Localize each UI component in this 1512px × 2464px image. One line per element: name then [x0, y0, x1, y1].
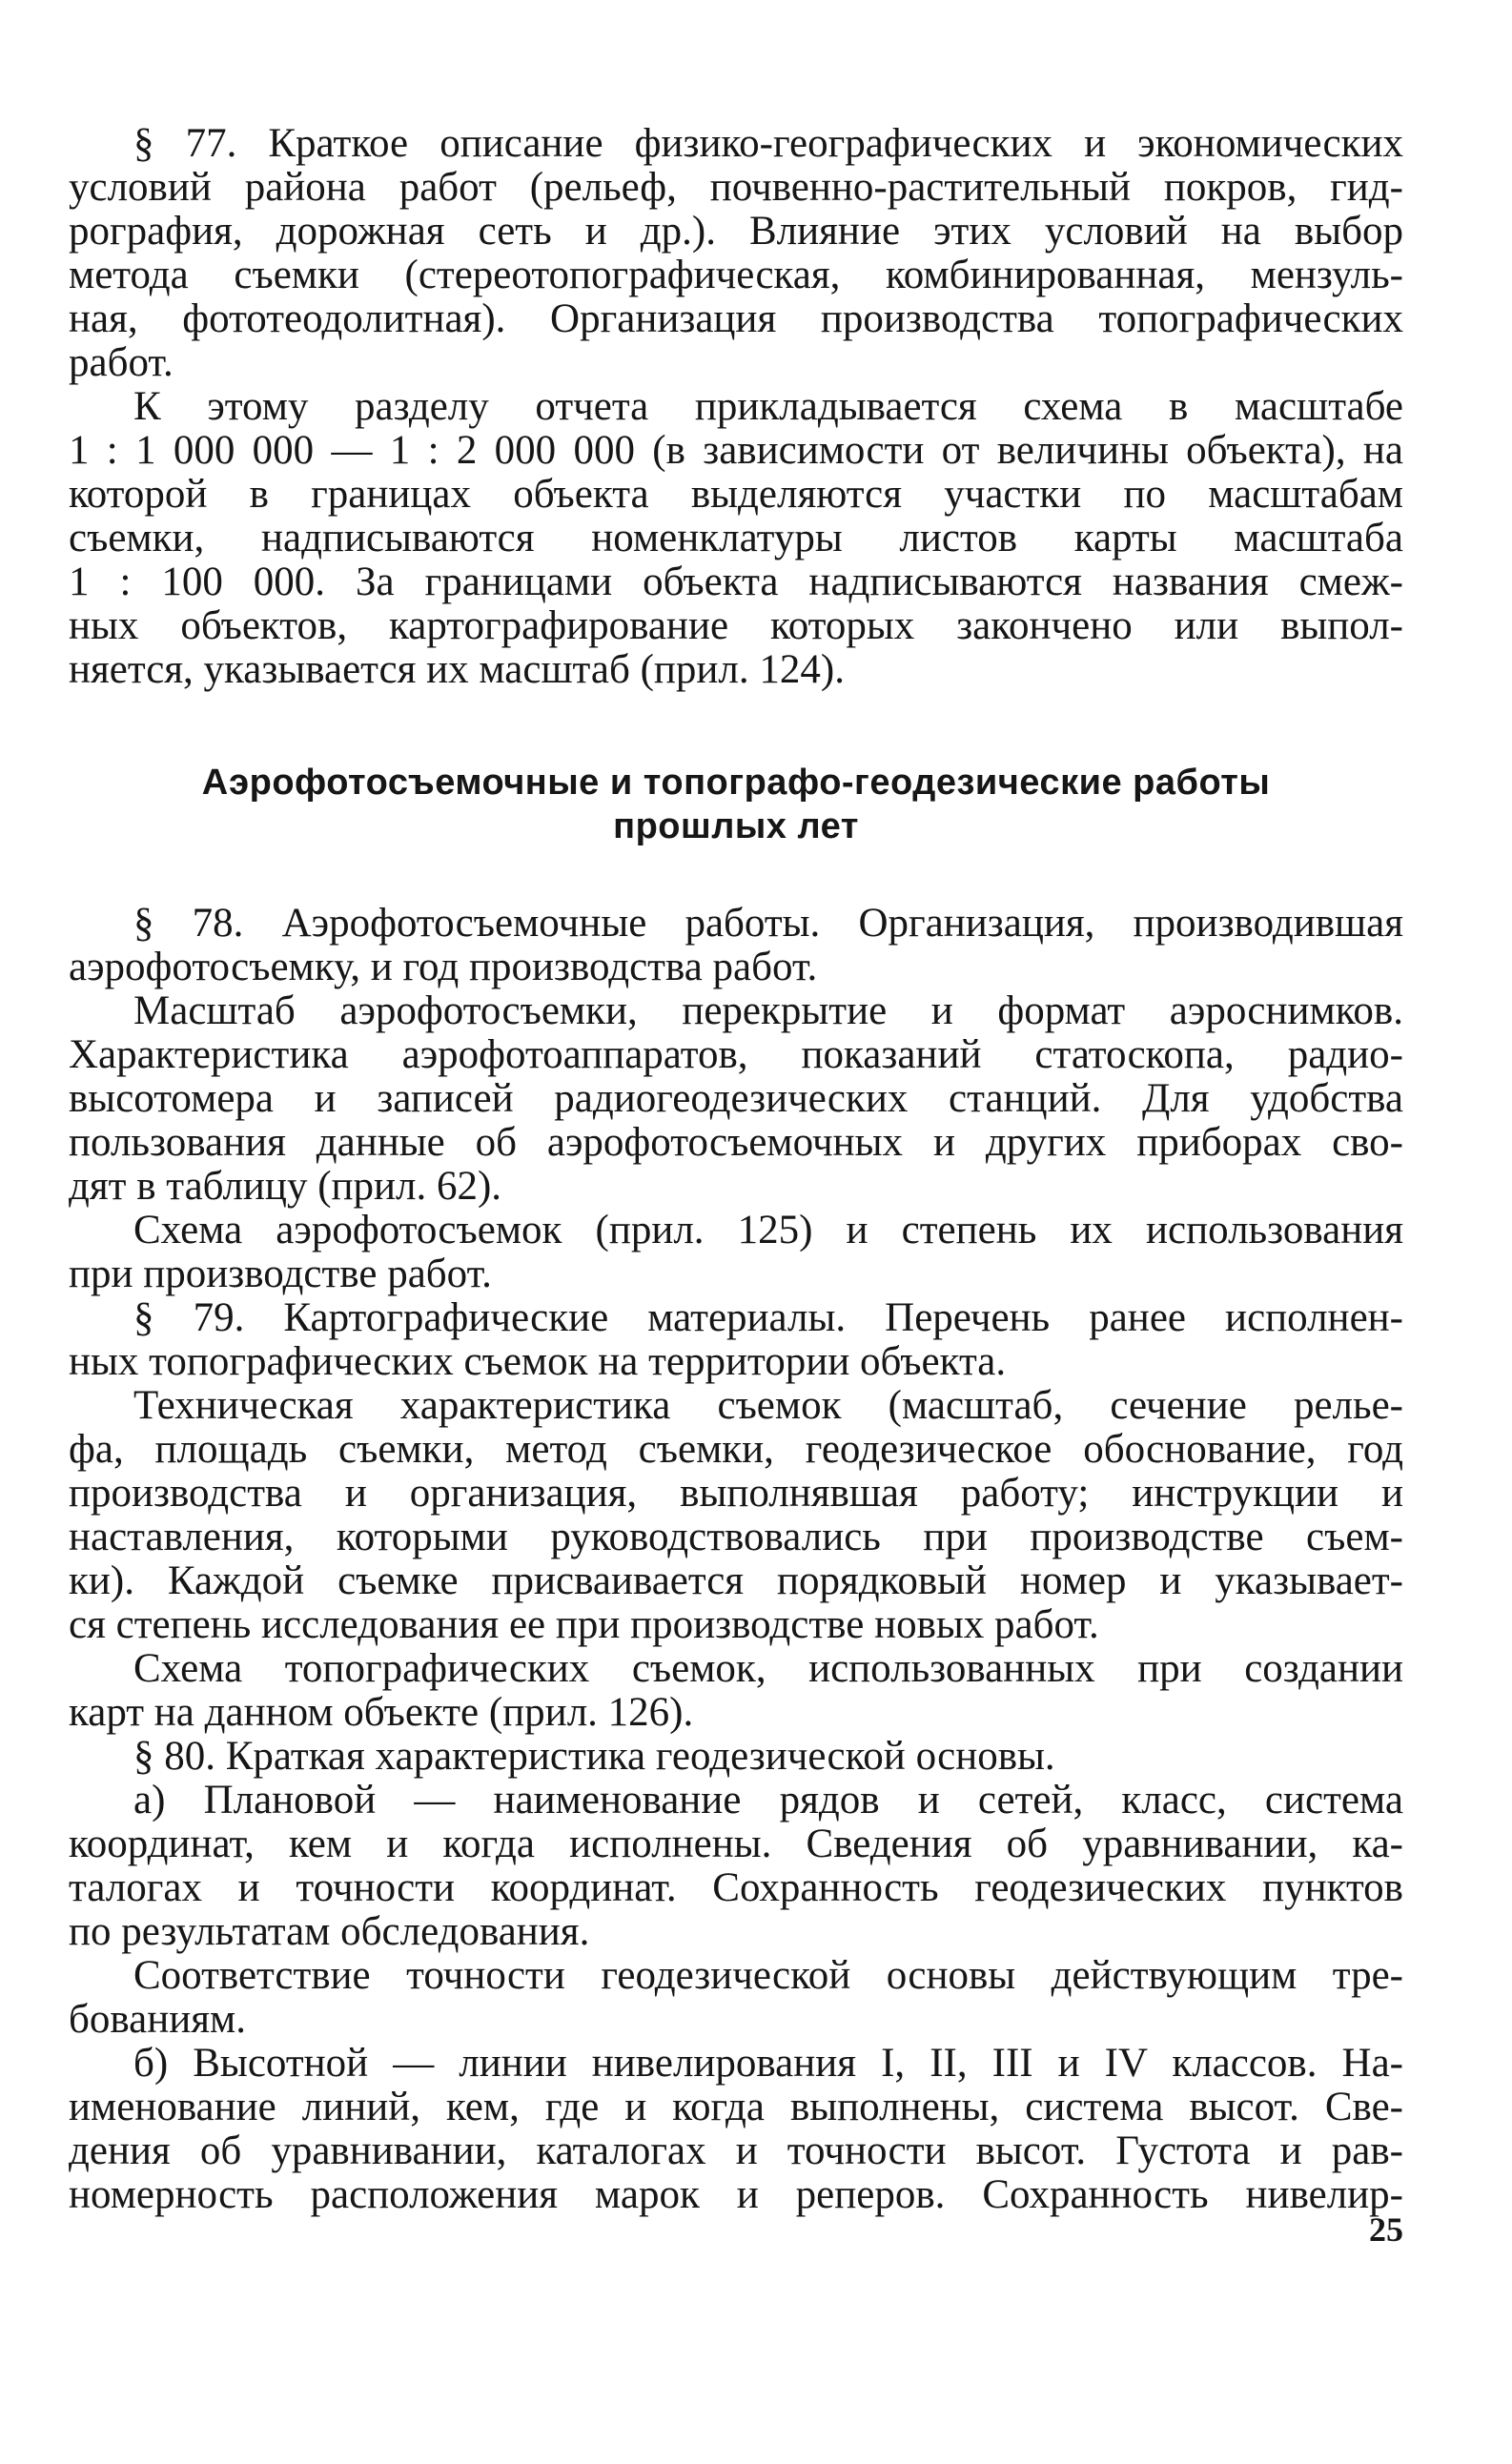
text-line: бованиям.: [69, 1997, 246, 2042]
paragraph-scheme: [69, 385, 1403, 692]
text-line: § 79. Картографические материалы. Перечень ранее исполнен-: [133, 1295, 1403, 1340]
section-title: [69, 761, 1403, 848]
text-line: аэрофотосъемку, и год производства работ.: [69, 945, 818, 989]
text-line: работ.: [69, 340, 174, 385]
text-line: координат, кем и когда исполнены. Сведения об уравнивании, ка-: [69, 1822, 1403, 1866]
text-line: 1 : 1 000 000 — 1 : 2 000 000 (в зависимости от величины объекта), на: [69, 428, 1403, 473]
page-number: 25: [1369, 2210, 1403, 2249]
text-line: высотомера и записей радиогеодезических станций. Для удобства: [69, 1076, 1403, 1121]
text-line: условий района работ (рельеф, почвенно-растительный покров, гид-: [69, 165, 1403, 210]
text-line: § 80. Краткая характеристика геодезической основы.: [133, 1734, 1055, 1779]
paragraph-80: [69, 1735, 1403, 1779]
text-line: пользования данные об аэрофотосъемочных и других приборах сво-: [69, 1120, 1403, 1165]
text-line: талогах и точности координат. Сохранность геодезических пунктов: [69, 1865, 1403, 1910]
text-line: Схема аэрофотосъемок (прил. 125) и степень их использования: [133, 1208, 1403, 1252]
text-line: К этому разделу отчета прикладывается схема в масштабе: [133, 384, 1403, 429]
text-line: дения об уравнивании, каталогах и точности высот. Густота и рав-: [69, 2128, 1403, 2173]
paragraph-78: [69, 902, 1403, 989]
paragraph-77: [69, 122, 1403, 385]
text-line: ных объектов, картографирование которых закончено или выпол-: [69, 603, 1403, 648]
text-line: именование линий, кем, где и когда выполнены, система высот. Све-: [69, 2085, 1403, 2129]
text-line: § 78. Аэрофотосъемочные работы. Организация, производившая: [133, 901, 1403, 946]
text-line: Характеристика аэрофотоаппаратов, показаний статоскопа, радио-: [69, 1032, 1403, 1077]
text-line: ся степень исследования ее при производстве новых работ.: [69, 1602, 1099, 1647]
document-page: [69, 122, 1403, 2217]
paragraph-technical-characteristics: [69, 1384, 1403, 1647]
text-line: Техническая характеристика съемок (масштаб, сечение релье-: [133, 1383, 1403, 1428]
paragraph-accuracy: [69, 1954, 1403, 2042]
text-line: наставления, которыми руководствовались при производстве съем-: [69, 1515, 1403, 1559]
text-line: б) Высотной — линии нивелирования I, II, III и IV классов. На-: [133, 2041, 1403, 2086]
text-line: Соответствие точности геодезической основы действующим тре-: [133, 1953, 1403, 1998]
paragraph-79: [69, 1296, 1403, 1384]
text-line: рография, дорожная сеть и др.). Влияние этих условий на выбор: [69, 209, 1403, 254]
text-line: Схема топографических съемок, использованных при создании: [133, 1646, 1403, 1691]
text-line: ных топографических съемок на территории объекта.: [69, 1339, 1007, 1384]
text-line: по результатам обследования.: [69, 1909, 590, 1954]
paragraph-survey-scheme: [69, 1647, 1403, 1735]
text-line: фа, площадь съемки, метод съемки, геодезическое обоснование, год: [69, 1427, 1403, 1472]
paragraph-planar: [69, 1779, 1403, 1954]
text-line: ки). Каждой съемке присваивается порядковый номер и указывает-: [69, 1558, 1403, 1603]
text-line: § 77. Краткое описание физико-географических и экономических: [133, 121, 1403, 166]
section-title-line: прошлых лет: [613, 806, 859, 846]
text-line: производства и организация, выполнявшая работу; инструкции и: [69, 1471, 1403, 1516]
text-line: метода съемки (стереотопографическая, комбинированная, мензуль-: [69, 253, 1403, 297]
paragraph-aerial-scheme: [69, 1209, 1403, 1296]
text-line: номерность расположения марок и реперов. Сохранность нивелир-: [69, 2172, 1403, 2217]
text-line: ная, фототеодолитная). Организация производства топографических: [69, 296, 1403, 341]
text-line: а) Плановой — наименование рядов и сетей, класс, система: [133, 1778, 1403, 1823]
text-line: карт на данном объекте (прил. 126).: [69, 1690, 694, 1735]
paragraph-aerial-scale: [69, 989, 1403, 1209]
section-title-line: Аэрофотосъемочные и топографо-геодезические работы: [201, 763, 1271, 803]
text-line: съемки, надписываются номенклатуры листов карты масштаба: [69, 516, 1403, 560]
text-line: 1 : 100 000. За границами объекта надписываются названия смеж-: [69, 560, 1403, 604]
text-line: няется, указывается их масштаб (прил. 124).: [69, 647, 845, 692]
text-line: Масштаб аэрофотосъемки, перекрытие и формат аэроснимков.: [133, 988, 1403, 1033]
paragraph-height: [69, 2042, 1403, 2217]
text-line: при производстве работ.: [69, 1252, 492, 1296]
text-line: которой в границах объекта выделяются участки по масштабам: [69, 472, 1403, 517]
text-line: дят в таблицу (прил. 62).: [69, 1164, 502, 1209]
